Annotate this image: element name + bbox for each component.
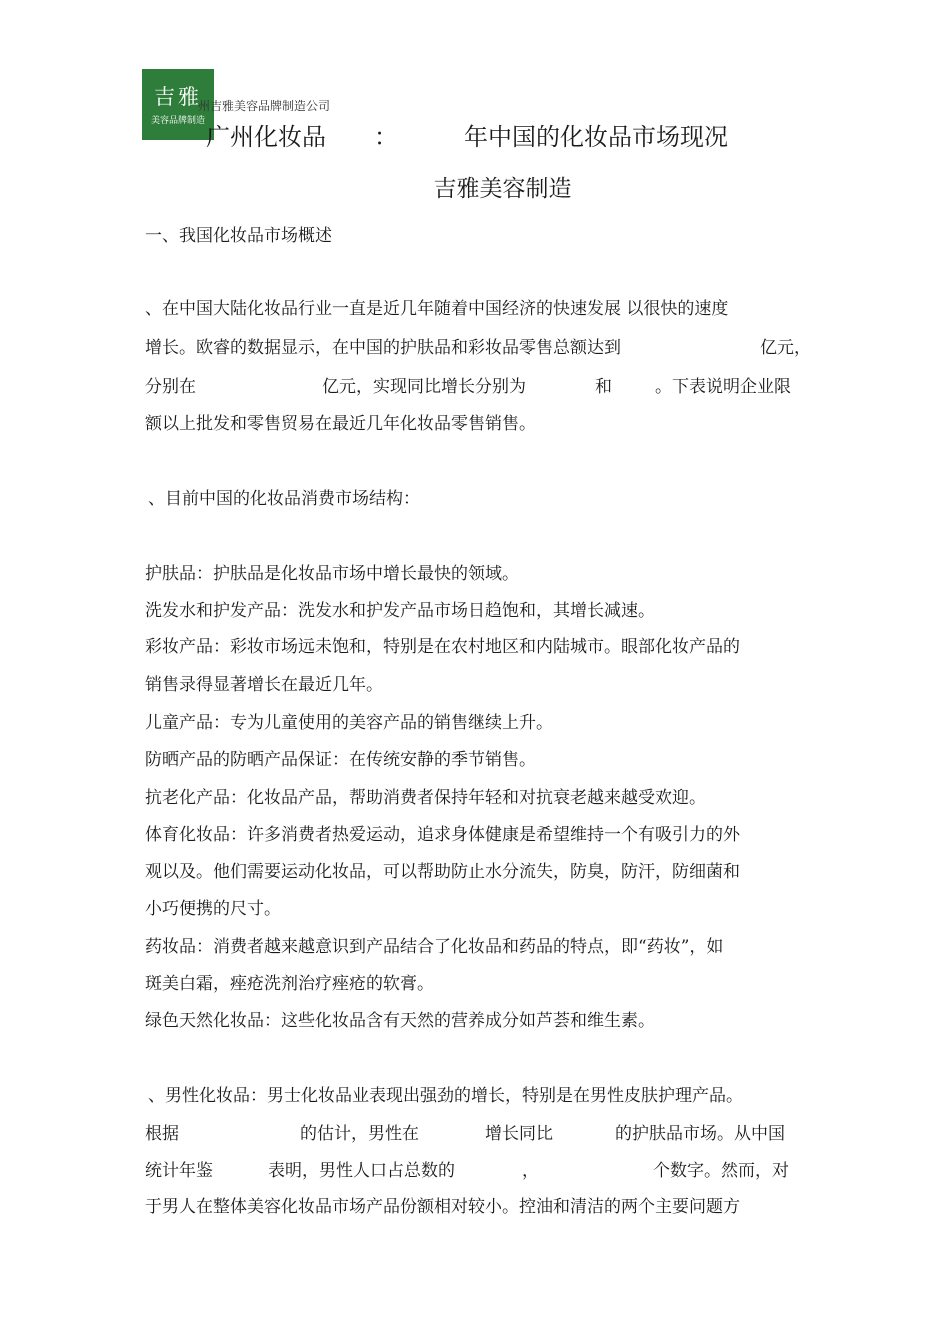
- item-sunscreen: 防晒产品的防晒产品保证：在传统安静的季节销售。: [145, 750, 536, 770]
- para3-line4: 于男人在整体美容化妆品市场产品份额相对较小。控油和清洁的两个主要问题方: [145, 1197, 740, 1217]
- item-sport-line3: 小巧便携的尺寸。: [145, 899, 281, 919]
- para1-line2b: 亿元，: [760, 338, 811, 358]
- title-part2: 年中国的化妆品市场现况: [464, 123, 728, 151]
- logo-mark: 吉雅: [154, 85, 202, 109]
- title-colon: ：: [374, 123, 398, 151]
- item-haircare: 洗发水和护发产品：洗发水和护发产品市场日趋饱和，其增长减速。: [145, 601, 655, 621]
- para3-line1: 、男性化妆品：男士化妆品业表现出强劲的增长，特别是在男性皮肤护理产品。: [148, 1086, 743, 1106]
- item-makeup-line2: 销售录得显著增长在最近几年。: [145, 675, 383, 695]
- para3-line2a: 根据: [145, 1124, 179, 1144]
- title-part1: 广州化妆品: [206, 123, 326, 151]
- item-skincare: 护肤品：护肤品是化妆品市场中增长最快的领域。: [145, 564, 519, 584]
- item-sport-line1: 体育化妆品：许多消费者热爱运动，追求身体健康是希望维持一个有吸引力的外: [145, 825, 740, 845]
- para3-line2d: 的护肤品市场。从中国: [615, 1124, 785, 1144]
- para1-line1: 、在中国大陆化妆品行业一直是近几年随着中国经济的快速发展 以很快的速度: [145, 299, 729, 319]
- item-antiaging: 抗老化产品：化妆品产品，帮助消费者保持年轻和对抗衰老越来越受欢迎。: [145, 788, 706, 808]
- item-makeup-line1: 彩妆产品：彩妆市场远未饱和，特别是在农村地区和内陆城市。眼部化妆产品的: [145, 637, 740, 657]
- section1-heading: 一、我国化妆品市场概述: [145, 226, 332, 246]
- para3-line3a: 统计年鉴: [145, 1161, 213, 1181]
- para1-line4: 额以上批发和零售贸易在最近几年化妆品零售销售。: [145, 414, 536, 434]
- para3-line3c: ，: [522, 1161, 539, 1181]
- item-cosmeceutical-line1: 药妆品：消费者越来越意识到产品结合了化妆品和药品的特点，即“药妆”，如: [145, 937, 724, 957]
- para1-line3c: 和: [595, 377, 612, 397]
- header-company-name: 州吉雅美容品牌制造公司: [198, 99, 331, 113]
- para3-line2c: 增长同比: [485, 1124, 553, 1144]
- logo-tagline: 美容品牌制造: [150, 116, 205, 126]
- para1-line3b: 亿元，实现同比增长分别为: [322, 377, 526, 397]
- para1-line2a: 增长。欧睿的数据显示，在中国的护肤品和彩妆品零售总额达到: [145, 338, 621, 358]
- para3-line2b: 的估计，男性在: [300, 1124, 419, 1144]
- para3-line3b: 表明，男性人口占总数的: [268, 1161, 455, 1181]
- item-sport-line2: 观以及。他们需要运动化妆品，可以帮助防止水分流失，防臭，防汗，防细菌和: [145, 862, 740, 882]
- item-kids: 儿童产品：专为儿童使用的美容产品的销售继续上升。: [145, 713, 553, 733]
- para3-line3d: 个数字。然而，对: [653, 1161, 789, 1181]
- item-cosmeceutical-line2: 斑美白霜，痤疮洗剂治疗痤疮的软膏。: [145, 974, 434, 994]
- para1-line3d: 。下表说明企业限: [655, 377, 791, 397]
- page-subtitle: 吉雅美容制造: [433, 176, 572, 202]
- section2-heading: 、目前中国的化妆品消费市场结构：: [148, 489, 420, 509]
- para1-line3a: 分别在: [145, 377, 196, 397]
- item-natural: 绿色天然化妆品：这些化妆品含有天然的营养成分如芦荟和维生素。: [145, 1011, 655, 1031]
